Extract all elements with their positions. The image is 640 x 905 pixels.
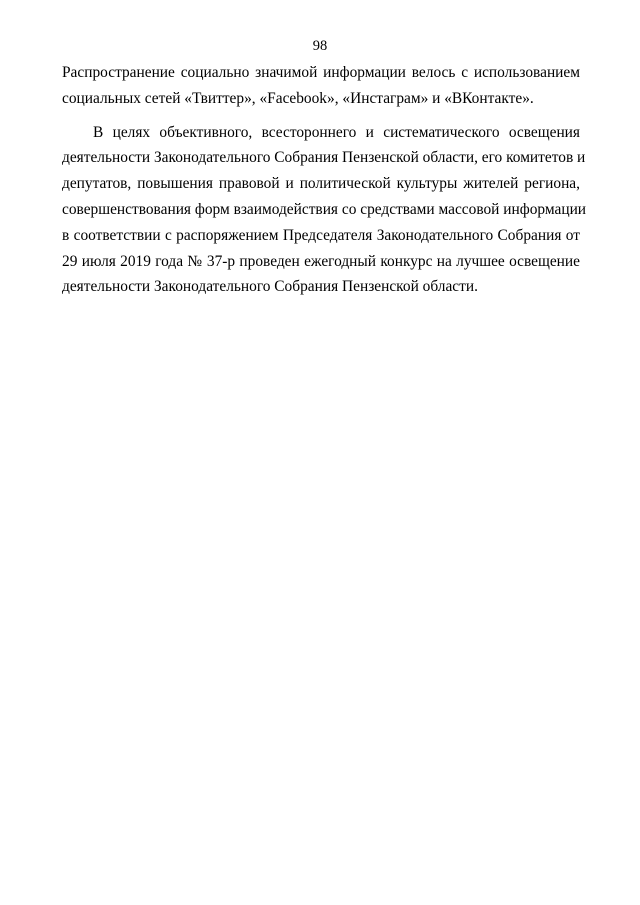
text-line: Распространение социально значимой информации велось с использованием	[62, 64, 580, 81]
text-line: депутатов, повышения правовой и политической культуры жителей региона,	[62, 175, 580, 192]
text-line: в соответствии с распоряжением Председателя Законодательного Собрания от	[62, 227, 580, 244]
text-line: В целях объективного, всестороннего и систематического освещения	[93, 124, 580, 141]
text-line: 29 июля 2019 года № 37-р проведен ежегодный конкурс на лучшее освещение	[62, 253, 580, 270]
text-line: совершенствования форм взаимодействия со средствами массовой информации	[62, 201, 587, 218]
text-line: деятельности Законодательного Собрания Пензенской области.	[62, 278, 478, 295]
text-line: деятельности Законодательного Собрания Пензенской области, его комитетов и	[62, 149, 586, 166]
text-line: социальных сетей «Твиттер», «Facebook», «Инстаграм» и «ВКонтакте».	[62, 90, 534, 107]
page-number: 98	[312, 38, 328, 54]
